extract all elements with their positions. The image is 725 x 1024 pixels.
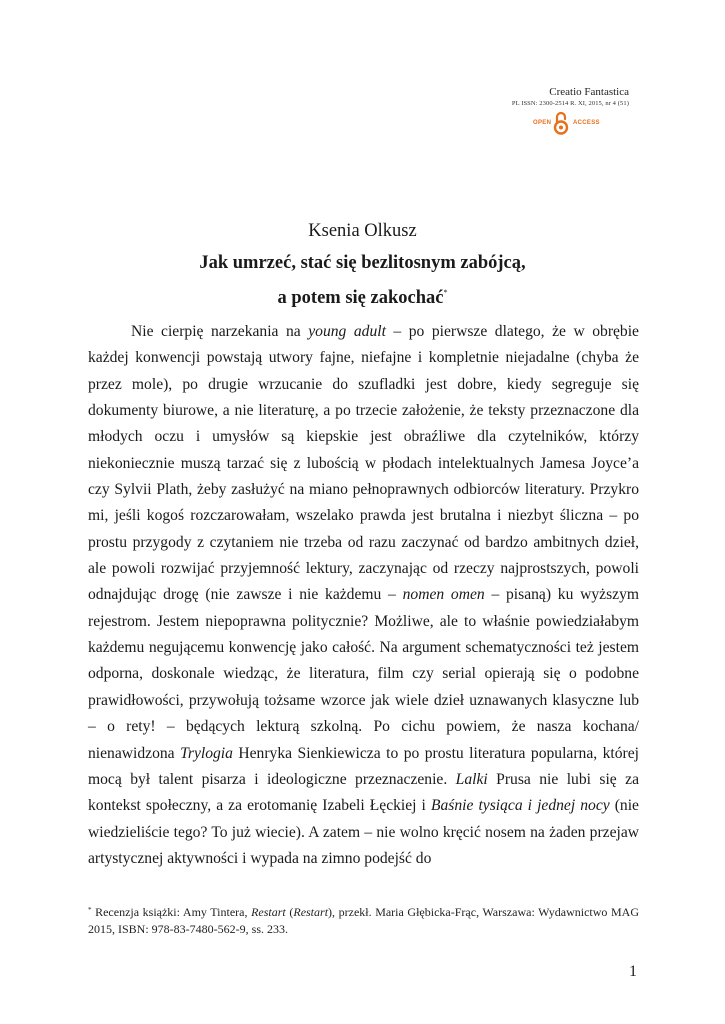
author-name: Ksenia Olkusz: [308, 221, 417, 241]
italic-title: Trylogia: [180, 744, 233, 762]
text-run: Nie cierpię narzekania na: [131, 323, 309, 340]
footnote-text: ), przekł. Maria Głębicka-Frąc, Warszawa: Wydawnictwo MAG 2015, ISBN: 978-83-7480-562-9, ss. 233.: [88, 905, 639, 936]
text-run: Henryka Sienkiewicza to po prostu literatura popularna, której mocą był talent pisarza i ideologiczne przeznaczenie.: [88, 744, 639, 788]
italic-term: nomen omen: [402, 586, 485, 604]
text-run: (nie wiedzieliście tego? To już wiecie). A zatem – nie wolno kręcić nosem na żaden przejaw artystycznej aktywności i wypada na zimno podejść do: [88, 797, 639, 867]
journal-header: [512, 86, 629, 108]
article-body: [88, 319, 639, 872]
footnote: [88, 902, 639, 938]
footnote-text: Recenzja książki: Amy Tintera,: [91, 905, 252, 919]
footnote-text: (: [285, 905, 294, 919]
footnote-original-title: Restart: [293, 905, 329, 919]
journal-name: Creatio Fantastica: [549, 86, 629, 98]
article-title: [0, 248, 725, 313]
open-access-badge: [533, 111, 599, 135]
italic-title: Baśnie tysiąca i jednej nocy: [430, 797, 610, 815]
paragraph-1: [88, 319, 639, 872]
title-line-2-text: a potem się zakochać: [277, 288, 444, 308]
text-run: – po pierwsze dlatego, że w obrębie każdej konwencji powstają utwory fajne, niefajne i kompletnie niejadalne (chyba że przez mole), po drugie wrzucanie do szufladki jest dobre, kiedy segreguje się dokumenty biurowe, a nie literaturę, a po trzecie założenie, że teksty przeznaczone dla młodych oczu i umysłów są kiepskie jest obraźliwe dla czytelników, którzy niekoniecznie muszą tarzać się z lubością w płodach intelektualnych Jamesa Joyce’a czy Sylvii Plath, żeby zasłużyć na miano pełnoprawnych odbiorców literatury. Przykro mi, jeśli kogoś rozczarowałam, wszelako prawda jest brutalna i niezbyt śliczna – po prostu przygody z czytaniem nie trzeba od razu zaczynać od bardzo ambitnych dzieł, ale powoli rozwijać przyjemność lektury, zaczynając od rzeczy najprostszych, powoli odnajdując drogę (nie zawsze i nie każdemu –: [88, 323, 639, 604]
footnote-book-title: Restart: [251, 905, 286, 919]
text-run: – pisaną) ku wyższym rejestrom. Jestem niepoprawna politycznie? Możliwe, ale to właśnie powiedziałabym każdemu negującemu konwencję jako całość. Na argument schematyczności też jestem odporna, doskonale wiedząc, że literatura, film czy serial opierają się o podobne prawidłowości, przywołują tożsame wzorce jak wiele dzieł uznawanych klasyczne lub – o rety! – będących lekturą szkolną. Po cichu powiem, że nasza kochana/ nienawidzona: [88, 586, 640, 762]
open-access-word-access: ACCESS: [573, 120, 600, 126]
text-run: Prusa nie lubi się za kontekst społeczny, a za erotomanię Izabeli Łęckiej i: [88, 770, 639, 815]
italic-title: Lalki: [455, 770, 488, 788]
title-footnote-mark[interactable]: *: [443, 288, 448, 297]
open-access-lock-icon: [553, 111, 569, 135]
title-line-2: [0, 278, 725, 313]
page-number: 1: [629, 963, 637, 980]
italic-term: young adult: [308, 323, 386, 340]
title-line-1: Jak umrzeć, stać się bezlitosnym zabójcą,: [199, 253, 526, 273]
open-access-word-open: OPEN: [533, 120, 552, 126]
journal-issn: PL ISSN: 2300-2514 R. XI, 2015, nr 4 (51): [511, 100, 629, 107]
footnote-mark: *: [88, 906, 92, 914]
